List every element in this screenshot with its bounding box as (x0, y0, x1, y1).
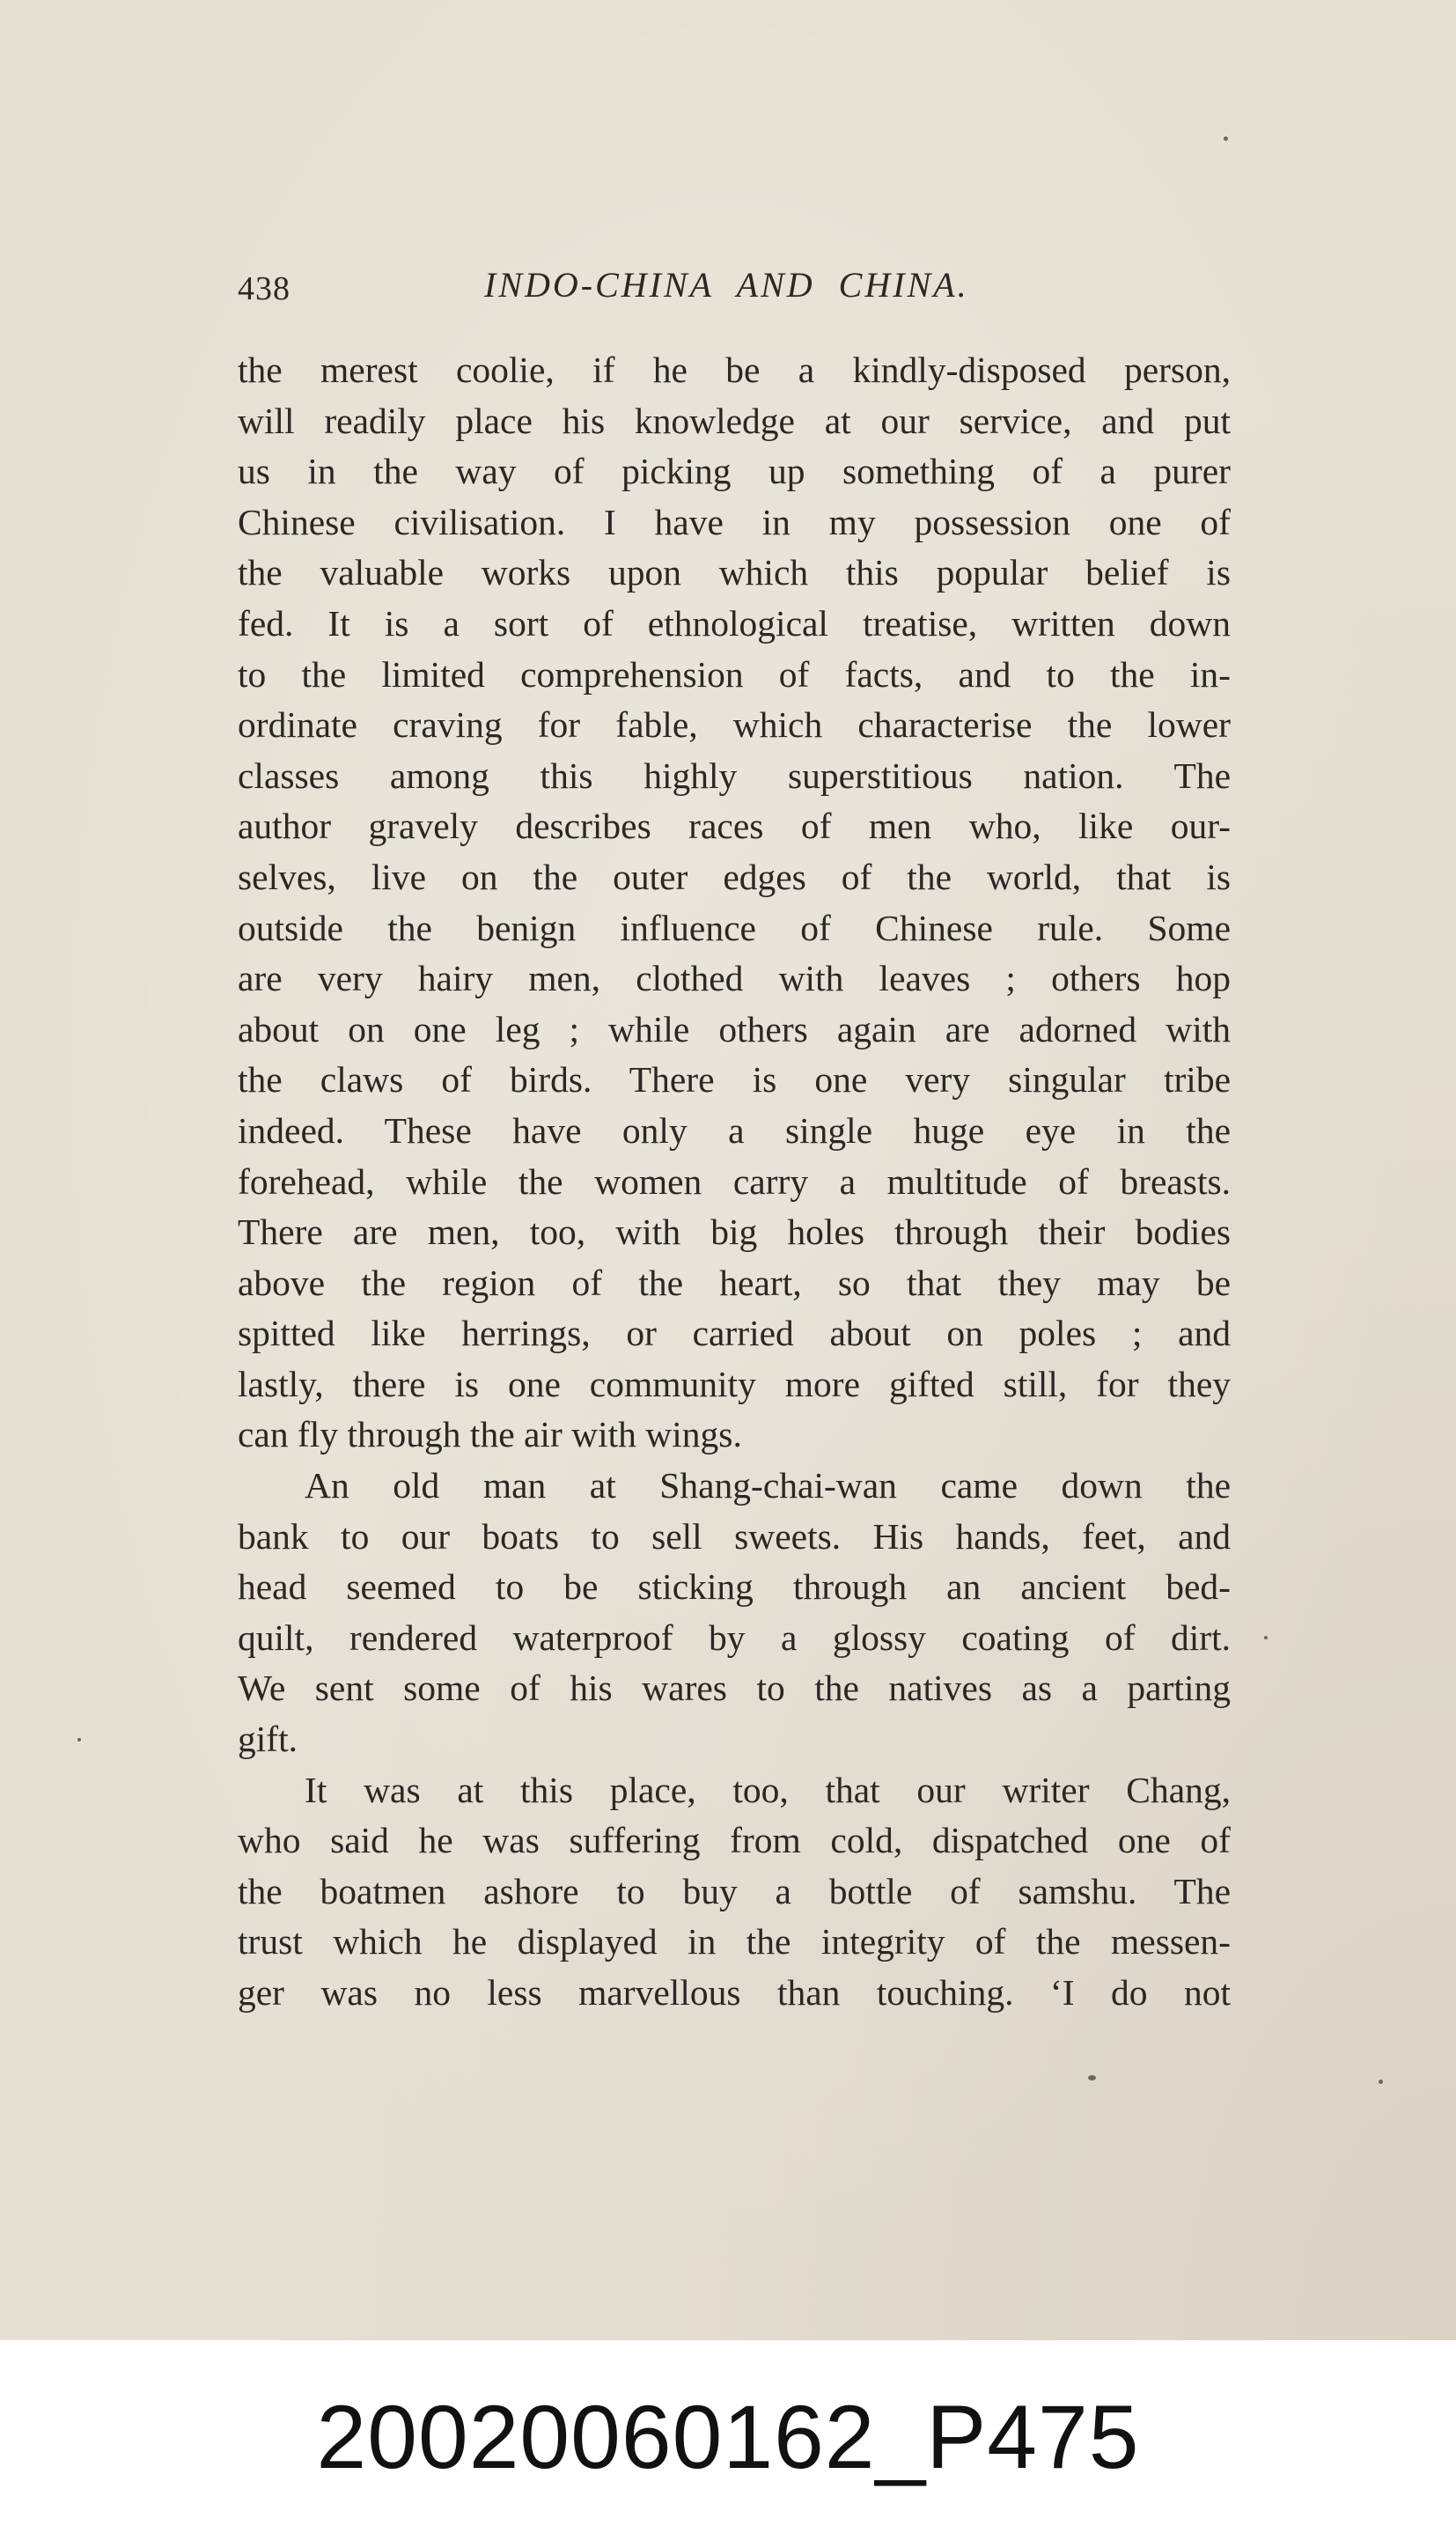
text-line: are very hairy men, clothed with leaves ; others hop (238, 958, 1231, 999)
text-line: the merest coolie, if he be a kindly-disposed person, (238, 350, 1231, 390)
text-line: head seemed to be sticking through an ancient bed- (238, 1566, 1231, 1608)
text-line: selves, live on the outer edges of the world, that is (238, 856, 1231, 897)
paragraph-start-line: It was at this place, too, that our writer Chang, (305, 1769, 1231, 1810)
paper-speck (1088, 2075, 1096, 2080)
text-line: the claws of birds. There is one very singular tribe (238, 1059, 1231, 1101)
text-line: to the limited comprehension of facts, and to the in- (238, 653, 1231, 695)
text-line: forehead, while the women carry a multitude of breasts. (238, 1160, 1231, 1202)
text-line: us in the way of picking up something of a purer (238, 451, 1231, 492)
text-line: outside the benign influence of Chinese rule. Some (238, 907, 1231, 948)
paper-speck (1379, 2080, 1383, 2084)
running-title: INDO-CHINA AND CHINA. (484, 265, 969, 305)
text-line: bank to our boats to sell sweets. His hands, feet, and (238, 1515, 1231, 1557)
text-line: will readily place his knowledge at our service, and put (238, 400, 1231, 441)
text-line: ger was no less marvellous than touching. ‘I do not (238, 1972, 1231, 2013)
text-line: above the region of the heart, so that they may be (238, 1262, 1231, 1303)
text-line: about on one leg ; while others again are adorned with (238, 1008, 1231, 1049)
paragraph-end-line: can fly through the air with wings. (238, 1414, 742, 1455)
text-line: classes among this highly superstitious nation. The (238, 755, 1231, 796)
text-line: the valuable works upon which this popular belief is (238, 552, 1231, 593)
text-line: who said he was suffering from cold, dispatched one of (238, 1820, 1231, 1861)
paper-speck (1264, 1636, 1268, 1639)
page-number: 438 (238, 270, 290, 307)
text-line: author gravely describes races of men who, like our- (238, 806, 1231, 847)
text-line: Chinese civilisation. I have in my possession one of (238, 501, 1231, 542)
text-line: lastly, there is one community more gifted still, for they (238, 1363, 1231, 1404)
text-line: There are men, too, with big holes through their bodies (238, 1211, 1231, 1253)
text-line: spitted like herrings, or carried about on poles ; and (238, 1313, 1231, 1354)
text-line: We sent some of his wares to the natives as a parting (238, 1668, 1231, 1709)
text-line: quilt, rendered waterproof by a glossy coating of dirt. (238, 1616, 1231, 1658)
text-line: the boatmen ashore to buy a bottle of samshu. The (238, 1870, 1231, 1911)
text-line: trust which he displayed in the integrity of the messen- (238, 1921, 1231, 1963)
paragraph-start-line: An old man at Shang-chai-wan came down the (305, 1465, 1231, 1506)
running-head (238, 261, 1231, 313)
paper-speck (1224, 136, 1228, 141)
body-text (238, 345, 1231, 2019)
text-line: ordinate craving for fable, which characterise the lower (238, 704, 1231, 746)
text-line: indeed. These have only a single huge eye in the (238, 1109, 1231, 1151)
paragraph-end-line: gift. (238, 1719, 298, 1760)
image-id-caption: 20020060162_P475 (316, 2387, 1140, 2487)
paper-speck (77, 1738, 81, 1742)
text-line: fed. It is a sort of ethnological treatise, written down (238, 602, 1231, 644)
